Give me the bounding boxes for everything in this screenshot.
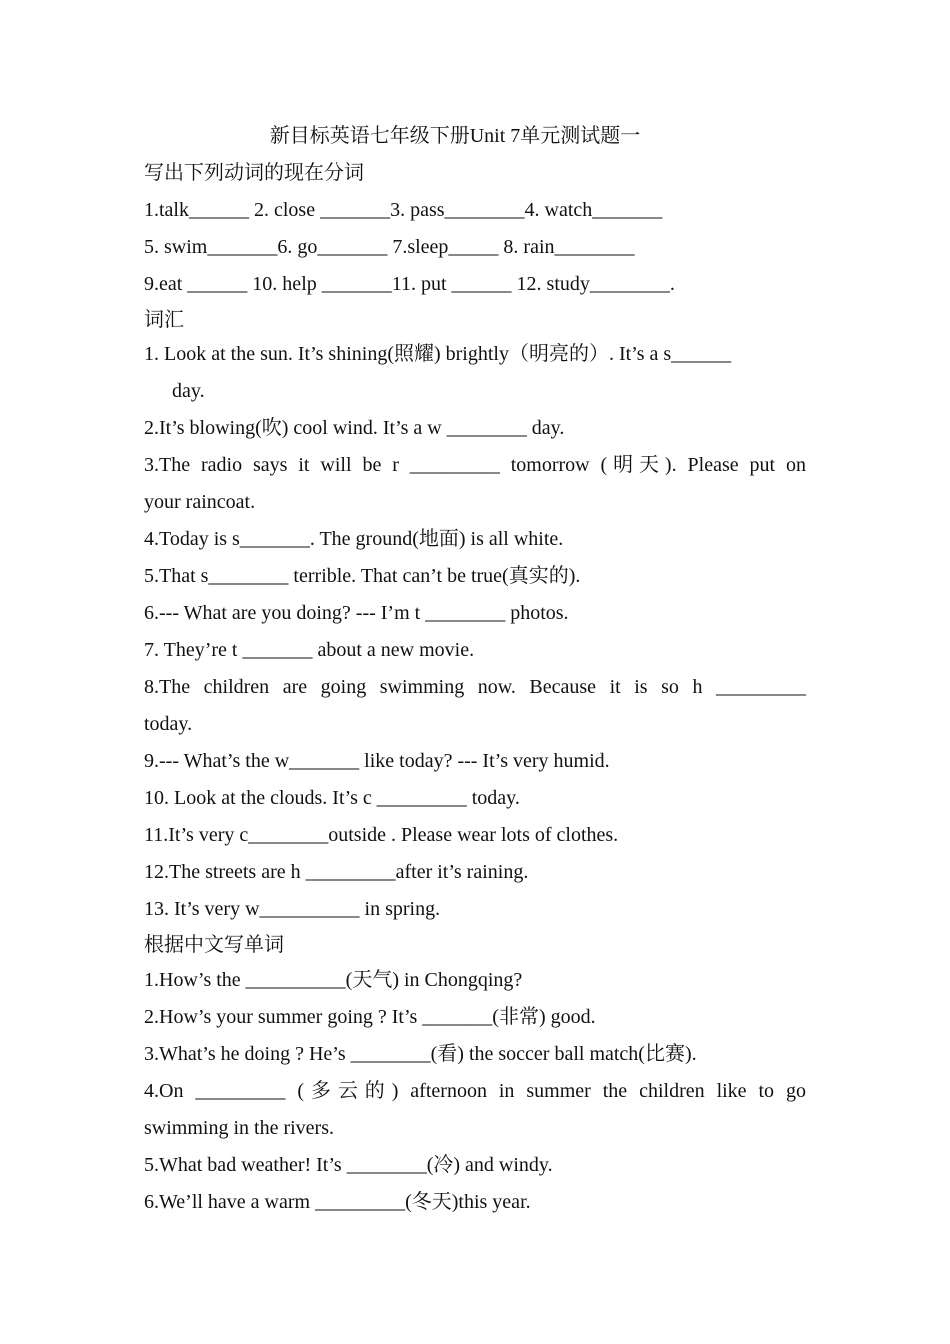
vocab-line: your raincoat. (144, 491, 256, 513)
translation-line: 4.On _________ (多云的) afternoon in summer the children like to go (144, 1080, 806, 1102)
section-heading-vocabulary: 词汇 (144, 309, 184, 331)
translation-line: 6.We’ll have a warm _________(冬天)this year. (144, 1191, 531, 1213)
section-heading-chinese: 根据中文写单词 (144, 934, 284, 956)
vocab-line: 11.It’s very c________outside . Please wear lots of clothes. (144, 824, 619, 846)
vocab-line: 12.The streets are h _________after it’s raining. (144, 861, 529, 883)
page-title: 新目标英语七年级下册Unit 7单元测试题一 (269, 125, 641, 147)
vocab-line: 6.--- What are you doing? --- I’m t ________ photos. (144, 602, 569, 624)
vocab-line: 8.The children are going swimming now. Because it is so h _________ (144, 676, 806, 698)
vocab-line: today. (144, 713, 193, 735)
verb-row: 5. swim_______6. go_______ 7.sleep_____ 8. rain________ (144, 236, 635, 258)
translation-line: 2.How’s your summer going ? It’s _______(非常) good. (144, 1006, 596, 1028)
vocab-line: day. (172, 380, 205, 402)
translation-line: 1.How’s the __________(天气) in Chongqing? (144, 969, 523, 991)
vocab-line: 13. It’s very w__________ in spring. (144, 898, 441, 920)
verb-row: 9.eat ______ 10. help _______11. put ______ 12. study________. (144, 273, 675, 295)
section-heading-verbs: 写出下列动词的现在分词 (144, 162, 364, 184)
verb-row: 1.talk______ 2. close _______3. pass________4. watch_______ (144, 199, 663, 221)
vocab-line: 4.Today is s_______. The ground(地面) is all white. (144, 528, 564, 550)
vocab-line: 9.--- What’s the w_______ like today? --- It’s very humid. (144, 750, 610, 772)
vocab-line: 3.The radio says it will be r _________ tomorrow (明天). Please put on (144, 454, 806, 476)
translation-line: swimming in the rivers. (144, 1117, 334, 1139)
translation-line: 3.What’s he doing ? He’s ________(看) the soccer ball match(比赛). (144, 1043, 697, 1065)
vocab-line: 10. Look at the clouds. It’s c _________ today. (144, 787, 520, 809)
vocab-line: 2.It’s blowing(吹) cool wind. It’s a w ________ day. (144, 417, 565, 439)
vocab-line: 5.That s________ terrible. That can’t be true(真实的). (144, 565, 581, 587)
vocab-line: 1. Look at the sun. It’s shining(照耀) brightly（明亮的）. It’s a s______ (144, 343, 732, 365)
vocab-line: 7. They’re t _______ about a new movie. (144, 639, 475, 661)
translation-line: 5.What bad weather! It’s ________(冷) and windy. (144, 1154, 553, 1176)
